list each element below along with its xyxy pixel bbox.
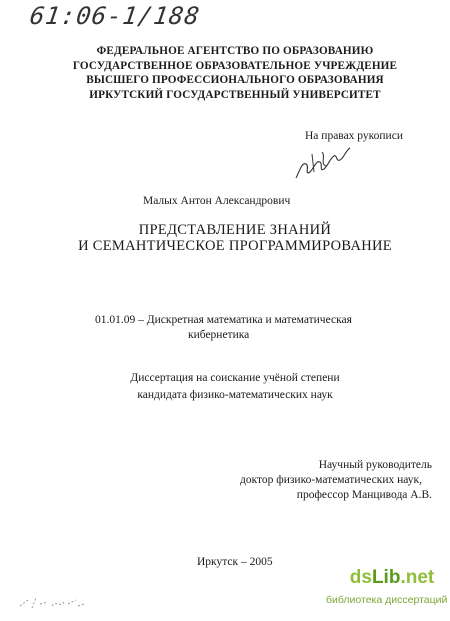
- supervisor-line-1: Научный руководитель: [318, 459, 432, 471]
- header-line: ВЫСШЕГО ПРОФЕССИОНАЛЬНОГО ОБРАЗОВАНИЯ: [86, 74, 384, 86]
- degree-statement: [90, 370, 380, 404]
- specialty-line-2: кибернетика: [188, 329, 250, 341]
- title-line-2: И СЕМАНТИЧЕСКОЕ ПРОГРАММИРОВАНИЕ: [78, 238, 392, 254]
- institution-header: [50, 44, 420, 102]
- logo-part-net: .net: [400, 567, 435, 588]
- handwritten-signature: [292, 142, 356, 184]
- logo-part-ds: ds: [349, 567, 372, 588]
- supervisor-line-2: доктор физико-математических наук,: [240, 474, 423, 486]
- header-line: ГОСУДАРСТВЕННОЕ ОБРАЗОВАТЕЛЬНОЕ УЧРЕЖДЕНИЕ: [72, 59, 398, 72]
- title-line-1: ПРЕДСТАВЛЕНИЕ ЗНАНИЙ: [138, 222, 332, 238]
- supervisor-line-3: профессор Манцивода А.В.: [296, 489, 432, 501]
- faint-stamp-mark: [18, 592, 88, 614]
- dslib-logo: [340, 567, 444, 589]
- supervisor-block: [240, 458, 432, 503]
- header-line: ФЕДЕРАЛЬНОЕ АГЕНТСТВО ПО ОБРАЗОВАНИЮ: [96, 45, 374, 57]
- city-year: Иркутск – 2005: [197, 556, 273, 568]
- dissertation-title: [60, 222, 410, 254]
- author-name: Малых Антон Александрович: [143, 195, 291, 207]
- specialty: [95, 313, 352, 343]
- degree-line-2: кандидата физико-математических наук: [137, 389, 333, 401]
- rights-note: На правах рукописи: [305, 130, 403, 142]
- archive-code: 61:06-1/188: [28, 2, 202, 30]
- specialty-line-1: 01.01.09 – Дискретная математика и математическая: [95, 314, 352, 326]
- header-line: ИРКУТСКИЙ ГОСУДАРСТВЕННЫЙ УНИВЕРСИТЕТ: [89, 88, 381, 101]
- logo-part-lib: Lib: [371, 567, 401, 588]
- dslib-subtitle: библиотека диссертаций: [326, 594, 448, 606]
- degree-line-1: Диссертация на соискание учёной степени: [130, 372, 340, 384]
